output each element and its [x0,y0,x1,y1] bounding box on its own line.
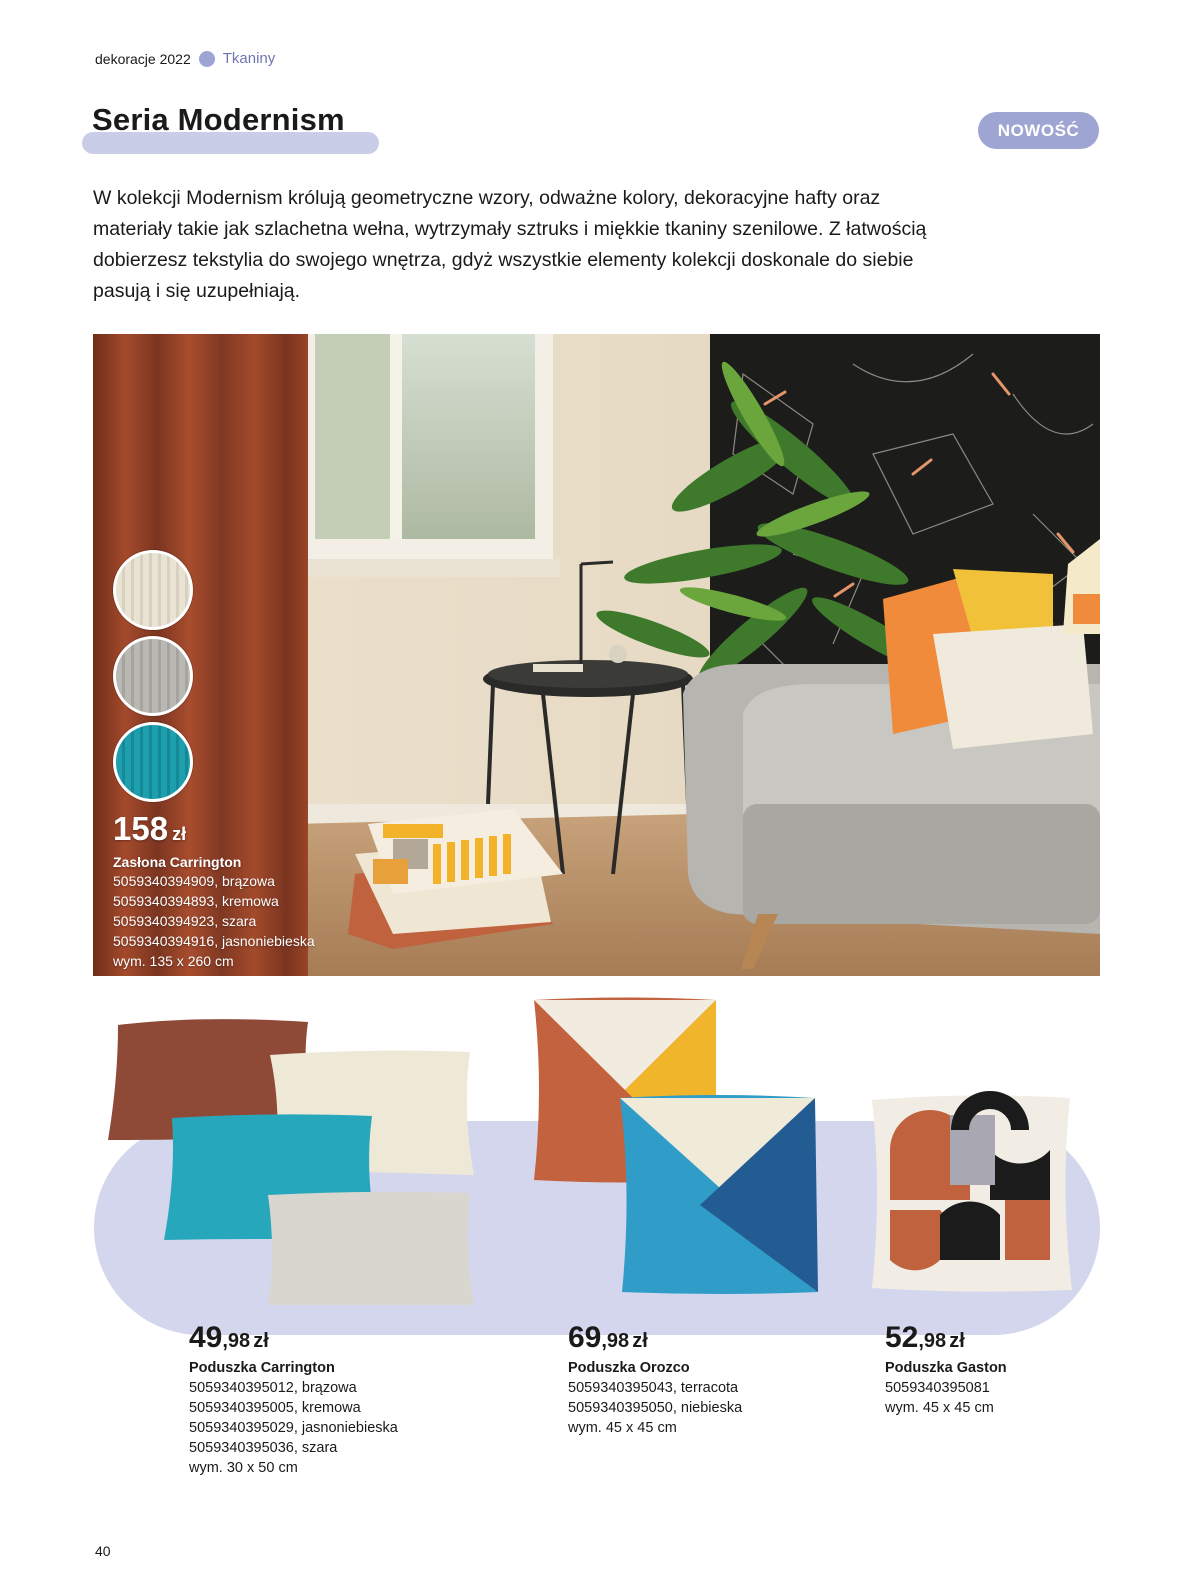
price-dec: ,98 [601,1330,630,1352]
curtain-size: wym. 135 x 260 cm [113,953,234,969]
product-price [568,1322,742,1357]
product-carrington-pillow [189,1322,398,1478]
curtain-variant: 5059340394893, kremowa [113,893,279,909]
curtain-price [113,810,315,853]
product-gaston-pillow [885,1322,1007,1418]
price-currency: zł [632,1330,648,1352]
curtain-variant: 5059340394923, szara [113,913,257,929]
price-dec: ,98 [918,1330,947,1352]
curtain-price-value: 158 [113,810,169,847]
page-number: 40 [95,1543,111,1559]
breadcrumb [95,50,275,67]
intro-line: materiały takie jak szlachetna wełna, wytrzymały sztruks i miękkie tkaniny szenilowe. Z łatwością [93,218,927,240]
product-price [189,1322,398,1357]
product-size: wym. 45 x 45 cm [568,1420,677,1436]
product-price [885,1322,1007,1357]
curtain-info [113,810,315,971]
section-name: Tkaniny [222,50,276,67]
intro-line: pasują i się uzupełniają. [93,280,301,302]
product-line: 5059340395005, kremowa [189,1400,361,1416]
curtain-variant: 5059340394909, brązowa [113,873,275,889]
product-name: Poduszka Orozco [568,1360,690,1376]
product-orozco-pillow [568,1322,742,1438]
product-size: wym. 45 x 45 cm [885,1400,994,1416]
curtain-price-currency: zł [172,824,187,844]
intro-line: W kolekcji Modernism królują geometryczne wzory, odważne kolory, dekoracyjne hafty oraz [93,187,881,209]
curtain-name: Zasłona Carrington [113,854,242,870]
intro-line: dobierzesz tekstylia do swojego wnętrza, gdyż wszystkie elementy kolekcji doskonale do siebie [93,249,914,271]
product-size: wym. 30 x 50 cm [189,1460,298,1476]
price-int: 52 [885,1321,919,1354]
swatch-cream [113,550,193,630]
product-line: 5059340395081 [885,1380,990,1396]
dot-icon [199,51,215,67]
product-line: 5059340395029, jasnoniebieska [189,1420,398,1436]
product-line: 5059340395012, brązowa [189,1380,357,1396]
catalog-name: dekoracje 2022 [95,50,191,67]
price-int: 69 [568,1321,602,1354]
new-badge: NOWOŚĆ [978,112,1099,149]
price-currency: zł [253,1330,269,1352]
page-title: Seria Modernism [92,102,345,137]
price-int: 49 [189,1321,223,1354]
product-backdrop [94,1121,1100,1335]
title-block [82,102,345,138]
price-currency: zł [949,1330,965,1352]
product-name: Poduszka Carrington [189,1360,335,1376]
intro-text [93,183,1093,307]
product-line: 5059340395050, niebieska [568,1400,743,1416]
swatch-light-blue [113,722,193,802]
product-line: 5059340395036, szara [189,1440,338,1456]
product-name: Poduszka Gaston [885,1360,1007,1376]
curtain-variant: 5059340394916, jasnoniebieska [113,933,315,949]
price-dec: ,98 [222,1330,251,1352]
swatch-grey [113,636,193,716]
product-line: 5059340395043, terracota [568,1380,739,1396]
